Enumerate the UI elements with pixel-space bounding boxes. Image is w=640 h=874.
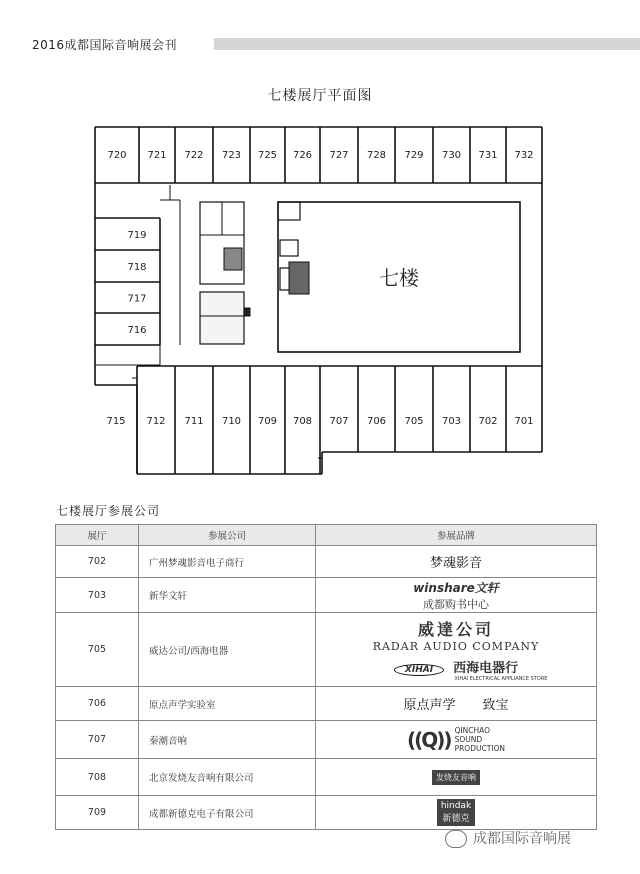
booth-label: 719 xyxy=(127,230,147,241)
booth-label: 701 xyxy=(514,416,534,427)
booth-label: 718 xyxy=(127,262,147,273)
watermark: 成都国际音响展 xyxy=(445,828,571,848)
hall-cell: 709 xyxy=(56,796,139,830)
brand-cell xyxy=(316,687,597,721)
xihai-logo: XIHAI xyxy=(394,664,444,676)
elevator-mark xyxy=(244,308,250,316)
small-room xyxy=(280,240,298,256)
brand-cell xyxy=(316,796,597,830)
hall-cell: 706 xyxy=(56,687,139,721)
booth-label: 712 xyxy=(146,416,166,427)
brand-cell xyxy=(316,578,597,613)
brand-name: 梦魂影音 xyxy=(429,556,482,571)
hall-label: 七楼 xyxy=(379,266,419,290)
xihai-name: 西海电器行 xyxy=(453,661,519,676)
booth-label: 726 xyxy=(292,150,313,161)
elevator-block xyxy=(200,292,244,344)
booth-label: 728 xyxy=(366,150,387,161)
company-cell: 北京发烧友音响有限公司 xyxy=(139,759,316,796)
booth-label: 709 xyxy=(257,416,278,427)
wechat-icon xyxy=(445,830,467,848)
xihai-sub: XIHAI ELECTRICAL APPLIANCE STORE xyxy=(454,676,548,682)
booth-label: 707 xyxy=(329,416,349,427)
booth-label: 710 xyxy=(221,416,242,427)
table-row xyxy=(56,578,597,613)
hall-cell: 703 xyxy=(56,578,139,613)
booth-label: 725 xyxy=(257,150,278,161)
table-row xyxy=(56,546,597,578)
section-title: 七楼展厅参展公司 xyxy=(56,504,161,518)
booth-label: 720 xyxy=(107,150,127,161)
booth-label: 706 xyxy=(366,416,387,427)
brand-cell xyxy=(316,546,597,578)
booth-label: 711 xyxy=(184,416,204,427)
booth-label: 723 xyxy=(221,150,242,161)
table-row xyxy=(56,759,597,796)
table-row xyxy=(56,687,597,721)
brand-cell xyxy=(316,721,597,759)
dark-block xyxy=(289,262,309,294)
booth-label: 731 xyxy=(478,150,498,161)
company-cell: 威达公司/西海电器 xyxy=(139,613,316,687)
company-cell: 广州梦魂影音电子商行 xyxy=(139,546,316,578)
booth-label: 732 xyxy=(514,150,534,161)
table-row xyxy=(56,721,597,759)
booth-label: 729 xyxy=(404,150,424,161)
column-header-hall: 展厅 xyxy=(56,525,139,546)
company-cell: 新华文轩 xyxy=(139,578,316,613)
booth-label: 708 xyxy=(292,416,313,427)
brand-name: QINCHAO xyxy=(454,726,491,735)
booth-label: 702 xyxy=(478,416,498,427)
booth-label: 716 xyxy=(127,325,147,336)
booth-label: 730 xyxy=(441,150,462,161)
hall-cell: 702 xyxy=(56,546,139,578)
brand-cell xyxy=(316,613,597,687)
brand-name-2: 致宝 xyxy=(482,698,509,713)
brand-sub: 成都购书中心 xyxy=(423,597,489,611)
brand-logo-winshare: winshare文轩 xyxy=(413,580,499,595)
hall-cell: 707 xyxy=(56,721,139,759)
brand-logo-radar: 威達公司 xyxy=(417,620,494,639)
exhibitor-table xyxy=(55,524,597,830)
column-header-company: 参展公司 xyxy=(139,525,316,546)
booth-label: 722 xyxy=(184,150,204,161)
company-cell: 原点声学实验室 xyxy=(139,687,316,721)
brand-sub: SOUND xyxy=(454,735,483,744)
table-row xyxy=(56,796,597,830)
brand-sub: RADAR AUDIO COMPANY xyxy=(372,640,540,653)
booth-label: 721 xyxy=(147,150,167,161)
brand-name: 原点声学 xyxy=(403,698,456,713)
company-cell: 秦潮音响 xyxy=(139,721,316,759)
booth-label: 727 xyxy=(329,150,349,161)
booth-label: 717 xyxy=(127,293,147,305)
brand-sub-2: PRODUCTION xyxy=(454,744,506,753)
qinchao-logo-icon: ((Q)) xyxy=(406,727,451,752)
company-cell: 成都新德克电子有限公司 xyxy=(139,796,316,830)
header-title: 2016成都国际音响展会刊 xyxy=(32,38,178,52)
hall-cell: 708 xyxy=(56,759,139,796)
fashaoyou-logo: 发烧友音响 xyxy=(432,770,480,785)
small-room xyxy=(278,202,300,220)
booth-label: 705 xyxy=(404,416,424,427)
table-row xyxy=(56,613,597,687)
hall-cell: 705 xyxy=(56,613,139,687)
stair-mark xyxy=(224,248,242,270)
brand-cell xyxy=(316,759,597,796)
booth-label: 715 xyxy=(106,416,126,427)
booth-label: 703 xyxy=(441,416,462,427)
hindak-logo: hindak 新德克 xyxy=(437,799,475,826)
column-header-brand: 参展品牌 xyxy=(316,525,597,546)
plan-title: 七楼展厅平面图 xyxy=(267,88,373,104)
